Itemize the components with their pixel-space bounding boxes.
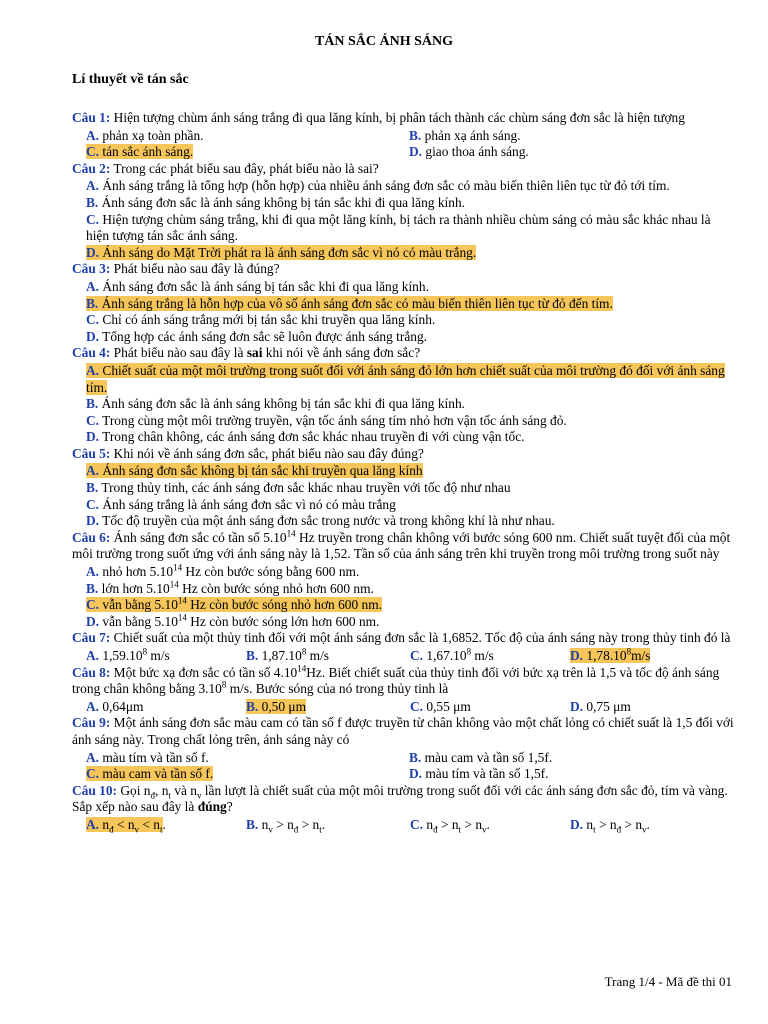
option-text: tán sắc ánh sáng. bbox=[102, 144, 194, 160]
option-text: màu cam và tần số f. bbox=[102, 766, 214, 782]
option-text: Hz còn bước sóng bằng 600 nm. bbox=[182, 564, 360, 580]
option-d[interactable] bbox=[409, 144, 748, 161]
option-text: n bbox=[586, 816, 594, 832]
option-text: Hz còn bước sóng lớn hơn 600 nm. bbox=[186, 613, 380, 629]
option-letter: B. bbox=[246, 648, 259, 663]
option-unit: m/s bbox=[147, 648, 170, 663]
highlighted-answer bbox=[246, 699, 306, 714]
option-text: Ánh sáng do Mặt Trời phát ra là ánh sáng đơn sắc vì nó có màu trắng. bbox=[102, 244, 477, 260]
question-number: Câu 4: bbox=[72, 345, 111, 361]
question-number: Câu 3: bbox=[72, 261, 111, 277]
exponent: 8 bbox=[466, 646, 472, 657]
option-a[interactable] bbox=[72, 363, 734, 396]
option-a[interactable] bbox=[72, 279, 734, 296]
question-text: m/s. Bước sóng của nó trong thủy tinh là bbox=[226, 681, 449, 697]
question-text: Gọi n bbox=[117, 782, 151, 798]
option-text: n bbox=[635, 816, 643, 832]
option-text: Ánh sáng đơn sắc là ánh sáng bị tán sắc khi đi qua lăng kính. bbox=[102, 278, 429, 294]
exponent: 8 bbox=[221, 679, 227, 690]
question-text: Chiết suất của một thủy tinh đối với một ánh sáng đơn sắc là 1,6852. Tốc độ của ánh sáng này trong thủy tinh đó là bbox=[110, 630, 731, 646]
operator: > bbox=[298, 816, 313, 832]
subscript: t bbox=[168, 790, 171, 801]
option-text: 0,55 μm bbox=[426, 698, 471, 714]
option-a[interactable] bbox=[86, 648, 246, 665]
option-text: Ánh sáng đơn sắc là ánh sáng không bị tán sắc khi đi qua lăng kính. bbox=[101, 194, 465, 210]
highlighted-answer bbox=[86, 245, 476, 260]
exponent: 14 bbox=[177, 612, 187, 623]
question-3 bbox=[72, 261, 734, 278]
operator: < bbox=[139, 816, 154, 832]
option-text: Ánh sáng trắng là hỗn hợp của vô số ánh sáng đơn sắc có màu biến thiên liên tục từ đỏ đến tím. bbox=[101, 295, 613, 311]
option-text: màu tím và tần số 1,5f. bbox=[425, 766, 549, 782]
question-4 bbox=[72, 345, 734, 362]
option-letter: B. bbox=[246, 816, 259, 832]
option-c[interactable] bbox=[72, 597, 734, 614]
option-b[interactable] bbox=[72, 480, 734, 497]
operator: > bbox=[437, 816, 452, 832]
operator: < bbox=[113, 816, 128, 832]
option-text: n bbox=[153, 816, 160, 832]
question-keyword: sai bbox=[246, 345, 263, 361]
option-d[interactable] bbox=[570, 699, 748, 716]
question-2 bbox=[72, 161, 734, 178]
option-text: Chỉ có ánh sáng trắng mới bị tán sắc khi truyền qua lăng kính. bbox=[102, 312, 436, 328]
option-text: n bbox=[475, 816, 483, 832]
option-text: n bbox=[102, 816, 110, 832]
option-letter: C. bbox=[410, 698, 424, 714]
question-text: Ánh sáng đơn sắc có tần số 5.10 bbox=[110, 529, 287, 545]
question-keyword: đúng bbox=[197, 799, 227, 815]
question-number: Câu 2: bbox=[72, 160, 111, 176]
option-letter: C. bbox=[86, 211, 100, 227]
option-text: màu tím và tần số f. bbox=[102, 749, 209, 765]
option-text: vẫn bằng 5.10 bbox=[102, 597, 178, 613]
option-letter: D. bbox=[409, 144, 423, 160]
question-10 bbox=[72, 783, 734, 816]
option-text: Tốc độ truyền của một ánh sáng đơn sắc trong nước và trong không khí là như nhau. bbox=[102, 513, 555, 529]
subscript: v bbox=[482, 824, 487, 835]
highlighted-answer bbox=[86, 463, 423, 478]
option-d[interactable] bbox=[72, 513, 734, 530]
option-b[interactable] bbox=[409, 128, 748, 145]
option-letter: A. bbox=[86, 816, 100, 832]
option-letter: D. bbox=[570, 648, 584, 663]
question-text: Hz truyền trong chân không với bước sóng 600 nm. Chiết suất tuyệt đối của một môi trường trong suốt ứng với ánh sáng này là 1,52. Tần số của ánh sáng trên khi truyền trong môi trường trong suốt này bbox=[72, 529, 731, 562]
operator: > bbox=[461, 816, 476, 832]
option-letter: B. bbox=[409, 127, 422, 143]
exponent: 8 bbox=[142, 646, 148, 657]
exponent: 14 bbox=[297, 663, 307, 674]
option-a[interactable] bbox=[72, 178, 734, 195]
subscript: đ bbox=[616, 824, 622, 835]
option-a[interactable] bbox=[86, 817, 246, 834]
subscript: v bbox=[134, 824, 140, 835]
subscript: v bbox=[196, 790, 202, 801]
option-text: . bbox=[646, 816, 650, 832]
question-8 bbox=[72, 665, 734, 698]
option-letter: A. bbox=[86, 178, 100, 194]
exponent: 14 bbox=[177, 595, 187, 606]
option-a[interactable] bbox=[72, 564, 734, 581]
option-text: vẫn bằng 5.10 bbox=[102, 613, 178, 629]
highlighted-answer bbox=[86, 144, 193, 159]
option-letter: D. bbox=[570, 816, 584, 832]
option-text: Hz còn bước sóng nhỏ hơn 600 nm. bbox=[186, 597, 382, 613]
option-text: lớn hơn 5.10 bbox=[101, 580, 170, 596]
option-d[interactable] bbox=[409, 766, 748, 783]
option-c[interactable] bbox=[72, 413, 734, 430]
option-text: Ánh sáng trắng là tổng hợp (hỗn hợp) của nhiều ánh sáng đơn sắc có màu biến thiên liên tục từ đỏ tới tím. bbox=[102, 178, 670, 194]
option-text: 1,59.10 bbox=[102, 648, 143, 663]
option-text: n bbox=[426, 816, 434, 832]
option-unit: m/s bbox=[631, 648, 651, 663]
question-text: Phát biểu nào sau đây là đúng? bbox=[110, 261, 280, 277]
highlighted-answer bbox=[86, 597, 382, 612]
options-q1 bbox=[72, 128, 734, 161]
option-letter: B. bbox=[246, 698, 259, 714]
exponent: 8 bbox=[301, 646, 307, 657]
option-text: . bbox=[486, 816, 490, 832]
option-text: n bbox=[312, 816, 320, 832]
option-letter: C. bbox=[86, 496, 100, 512]
subscript: đ bbox=[433, 824, 438, 835]
question-text: Khi nói về ánh sáng đơn sắc, phát biểu nào sau đây đúng? bbox=[110, 445, 424, 461]
question-text: và n bbox=[170, 782, 197, 798]
option-letter: C. bbox=[86, 597, 100, 613]
question-text: Trong các phát biểu sau đây, phát biểu nào là sai? bbox=[110, 160, 379, 176]
highlighted-answer bbox=[86, 766, 213, 781]
option-text: 0,75 μm bbox=[586, 698, 631, 714]
option-text: n bbox=[287, 816, 294, 832]
subscript: t bbox=[458, 824, 462, 835]
option-letter: D. bbox=[86, 328, 100, 344]
option-b[interactable] bbox=[72, 396, 734, 413]
subscript: t bbox=[160, 824, 163, 835]
subscript: v bbox=[268, 824, 273, 835]
option-letter: B. bbox=[86, 580, 99, 596]
option-a[interactable] bbox=[72, 463, 734, 480]
question-number: Câu 6: bbox=[72, 529, 111, 545]
option-c[interactable] bbox=[410, 817, 570, 834]
option-d[interactable] bbox=[72, 245, 734, 262]
option-text: n bbox=[261, 816, 269, 832]
page-title: TÁN SẮC ÁNH SÁNG bbox=[314, 34, 454, 49]
highlighted-answer bbox=[86, 296, 613, 311]
exponent: 14 bbox=[169, 579, 179, 590]
option-text: Ánh sáng trắng là ánh sáng đơn sắc vì nó có màu trắng bbox=[102, 496, 396, 512]
option-letter: C. bbox=[86, 144, 100, 160]
option-letter: A. bbox=[86, 749, 100, 765]
operator: > bbox=[595, 816, 610, 832]
option-letter: B. bbox=[86, 480, 99, 496]
option-text: Ánh sáng đơn sắc là ánh sáng không bị tán sắc khi đi qua lăng kính. bbox=[101, 396, 465, 412]
options-q7 bbox=[72, 648, 734, 665]
option-letter: C. bbox=[410, 648, 424, 663]
option-unit: m/s bbox=[471, 648, 494, 663]
exponent: 8 bbox=[626, 646, 632, 657]
subscript: t bbox=[593, 824, 596, 835]
option-b[interactable] bbox=[72, 296, 734, 313]
page-footer: Trang 1/4 - Mã đề thi 01 bbox=[604, 974, 732, 989]
question-number: Câu 9: bbox=[72, 715, 111, 731]
option-letter: D. bbox=[409, 766, 423, 782]
operator: > bbox=[621, 816, 636, 832]
question-text: Phát biểu nào sau đây là bbox=[110, 345, 247, 361]
option-text: phản xạ toàn phần. bbox=[102, 127, 204, 143]
question-number: Câu 10: bbox=[72, 782, 118, 798]
option-letter: A. bbox=[86, 564, 100, 580]
option-text: giao thoa ánh sáng. bbox=[425, 144, 529, 160]
option-letter: C. bbox=[86, 312, 100, 328]
option-text: n bbox=[609, 816, 617, 832]
exponent: 14 bbox=[173, 562, 183, 573]
option-letter: A. bbox=[86, 278, 100, 294]
section-heading: Lí thuyết về tán sắc bbox=[72, 72, 189, 87]
option-c[interactable] bbox=[86, 144, 409, 161]
option-text: Trong thủy tinh, các ánh sáng đơn sắc khác nhau truyền với tốc độ như nhau bbox=[101, 480, 511, 496]
option-letter: B. bbox=[86, 295, 99, 311]
option-c[interactable] bbox=[410, 648, 570, 665]
option-a[interactable] bbox=[86, 750, 409, 767]
option-text: nhỏ hơn 5.10 bbox=[102, 564, 174, 580]
option-d[interactable] bbox=[72, 429, 734, 446]
option-text: 1,78.10 bbox=[586, 648, 627, 663]
option-c[interactable] bbox=[72, 312, 734, 329]
option-letter: B. bbox=[409, 749, 422, 765]
option-letter: D. bbox=[86, 513, 100, 529]
option-letter: C. bbox=[86, 766, 100, 782]
option-letter: D. bbox=[86, 613, 100, 629]
option-text: Tổng hợp các ánh sáng đơn sắc sẽ luôn được ánh sáng trắng. bbox=[102, 328, 428, 344]
question-9 bbox=[72, 715, 734, 748]
option-b[interactable] bbox=[409, 750, 748, 767]
option-text: phản xạ ánh sáng. bbox=[424, 127, 521, 143]
option-d[interactable] bbox=[72, 614, 734, 631]
question-text: , n bbox=[155, 782, 169, 798]
option-text: Hiện tượng chùm sáng trắng, khi đi qua một lăng kính, bị tách ra thành nhiều chùm sáng có màu sắc khác nhau là hiện tượng tán sắc ánh sáng. bbox=[86, 211, 711, 244]
option-text: 1,87.10 bbox=[261, 648, 302, 663]
subscript: đ bbox=[293, 824, 299, 835]
question-6 bbox=[72, 530, 734, 563]
question-5 bbox=[72, 446, 734, 463]
subscript: t bbox=[319, 824, 322, 835]
question-text: ? bbox=[226, 799, 233, 815]
operator: > bbox=[272, 816, 288, 832]
option-letter: A. bbox=[86, 362, 100, 378]
option-a[interactable] bbox=[86, 699, 246, 716]
option-b[interactable] bbox=[246, 699, 410, 716]
question-text: khi nói về ánh sáng đơn sắc? bbox=[262, 345, 421, 361]
option-letter: D. bbox=[570, 698, 584, 714]
option-text: 0,50 μm bbox=[261, 698, 307, 714]
option-text: Chiết suất của một môi trường trong suốt đối với ánh sáng đỏ lớn hơn chiết suất của môi trường đó đối với ánh sáng tím. bbox=[86, 362, 725, 395]
option-text: 0,64μm bbox=[102, 698, 144, 714]
option-letter: A. bbox=[86, 648, 100, 663]
option-letter: B. bbox=[86, 194, 99, 210]
exponent: 14 bbox=[286, 528, 296, 539]
question-7 bbox=[72, 630, 734, 647]
option-d[interactable] bbox=[570, 648, 748, 665]
option-d[interactable] bbox=[570, 817, 748, 834]
subscript: v bbox=[642, 824, 647, 835]
question-number: Câu 7: bbox=[72, 630, 111, 646]
option-b[interactable] bbox=[246, 817, 410, 834]
option-c[interactable] bbox=[72, 212, 734, 245]
option-unit: m/s bbox=[306, 648, 330, 663]
option-a[interactable] bbox=[86, 128, 409, 145]
option-d[interactable] bbox=[72, 329, 734, 346]
highlighted-answer bbox=[86, 816, 163, 835]
option-letter: B. bbox=[86, 396, 99, 412]
question-text: Một bức xạ đơn sắc có tần số 4.10 bbox=[110, 664, 298, 680]
question-list bbox=[72, 110, 734, 834]
option-text: 1,67.10 bbox=[426, 648, 467, 663]
option-c[interactable] bbox=[72, 497, 734, 514]
option-c[interactable] bbox=[86, 766, 409, 783]
subscript: đ bbox=[150, 790, 155, 801]
option-letter: D. bbox=[86, 244, 100, 260]
subscript: đ bbox=[109, 824, 114, 835]
option-text: . bbox=[321, 816, 326, 832]
question-text: lần lượt là chiết suất của một môi trường trong suốt đối với các ánh sáng đơn sắc đỏ, tím và vàng. Sắp xếp nào sau đây là bbox=[72, 782, 728, 815]
option-letter: A. bbox=[86, 127, 100, 143]
question-1 bbox=[72, 110, 734, 127]
option-b[interactable] bbox=[246, 648, 410, 665]
option-letter: A. bbox=[86, 463, 100, 479]
question-number: Câu 1: bbox=[72, 110, 111, 125]
option-text: n bbox=[127, 816, 135, 832]
option-letter: D. bbox=[86, 429, 100, 445]
option-b[interactable] bbox=[72, 195, 734, 212]
question-number: Câu 8: bbox=[72, 664, 111, 680]
highlighted-answer bbox=[570, 648, 650, 663]
option-text: Hz còn bước sóng nhỏ hơn 600 nm. bbox=[178, 580, 374, 596]
highlighted-answer bbox=[86, 363, 725, 395]
option-text: Trong chân không, các ánh sáng đơn sắc khác nhau truyền đi với cùng vận tốc. bbox=[102, 429, 525, 445]
option-letter: C. bbox=[410, 816, 424, 832]
option-letter: A. bbox=[86, 698, 100, 714]
option-c[interactable] bbox=[410, 699, 570, 716]
option-text: màu cam và tần số 1,5f. bbox=[424, 749, 553, 765]
question-text: Một ánh sáng đơn sắc màu cam có tần số f được truyền từ chân không vào một chất lỏng có chiết suất là 1,5 đối với ánh sáng này. Trong chất lỏng trên, ánh sáng này có bbox=[72, 715, 734, 747]
options-q9 bbox=[72, 750, 734, 783]
question-text: Hz. Biết chiết suất của thủy tinh đối với bức xạ trên là 1,5 và tốc độ ánh sáng trong chân không bằng 3.10 bbox=[72, 664, 720, 697]
option-text: n bbox=[451, 816, 459, 832]
option-text: Ánh sáng đơn sắc không bị tán sắc khi truyền qua lăng kính bbox=[102, 463, 423, 479]
option-b[interactable] bbox=[72, 581, 734, 598]
options-q10 bbox=[72, 817, 734, 834]
question-text: Hiện tượng chùm ánh sáng trắng đi qua lăng kính, bị phân tách thành các chùm sáng đơn sắc là hiện tượng bbox=[110, 110, 685, 125]
option-text: Trong cùng một môi trường truyền, vận tốc ánh sáng tím nhỏ hơn vận tốc ánh sáng đỏ. bbox=[102, 412, 567, 428]
question-number: Câu 5: bbox=[72, 445, 111, 461]
options-q8 bbox=[72, 699, 734, 716]
option-letter: C. bbox=[86, 412, 100, 428]
option-text: . bbox=[162, 816, 166, 832]
